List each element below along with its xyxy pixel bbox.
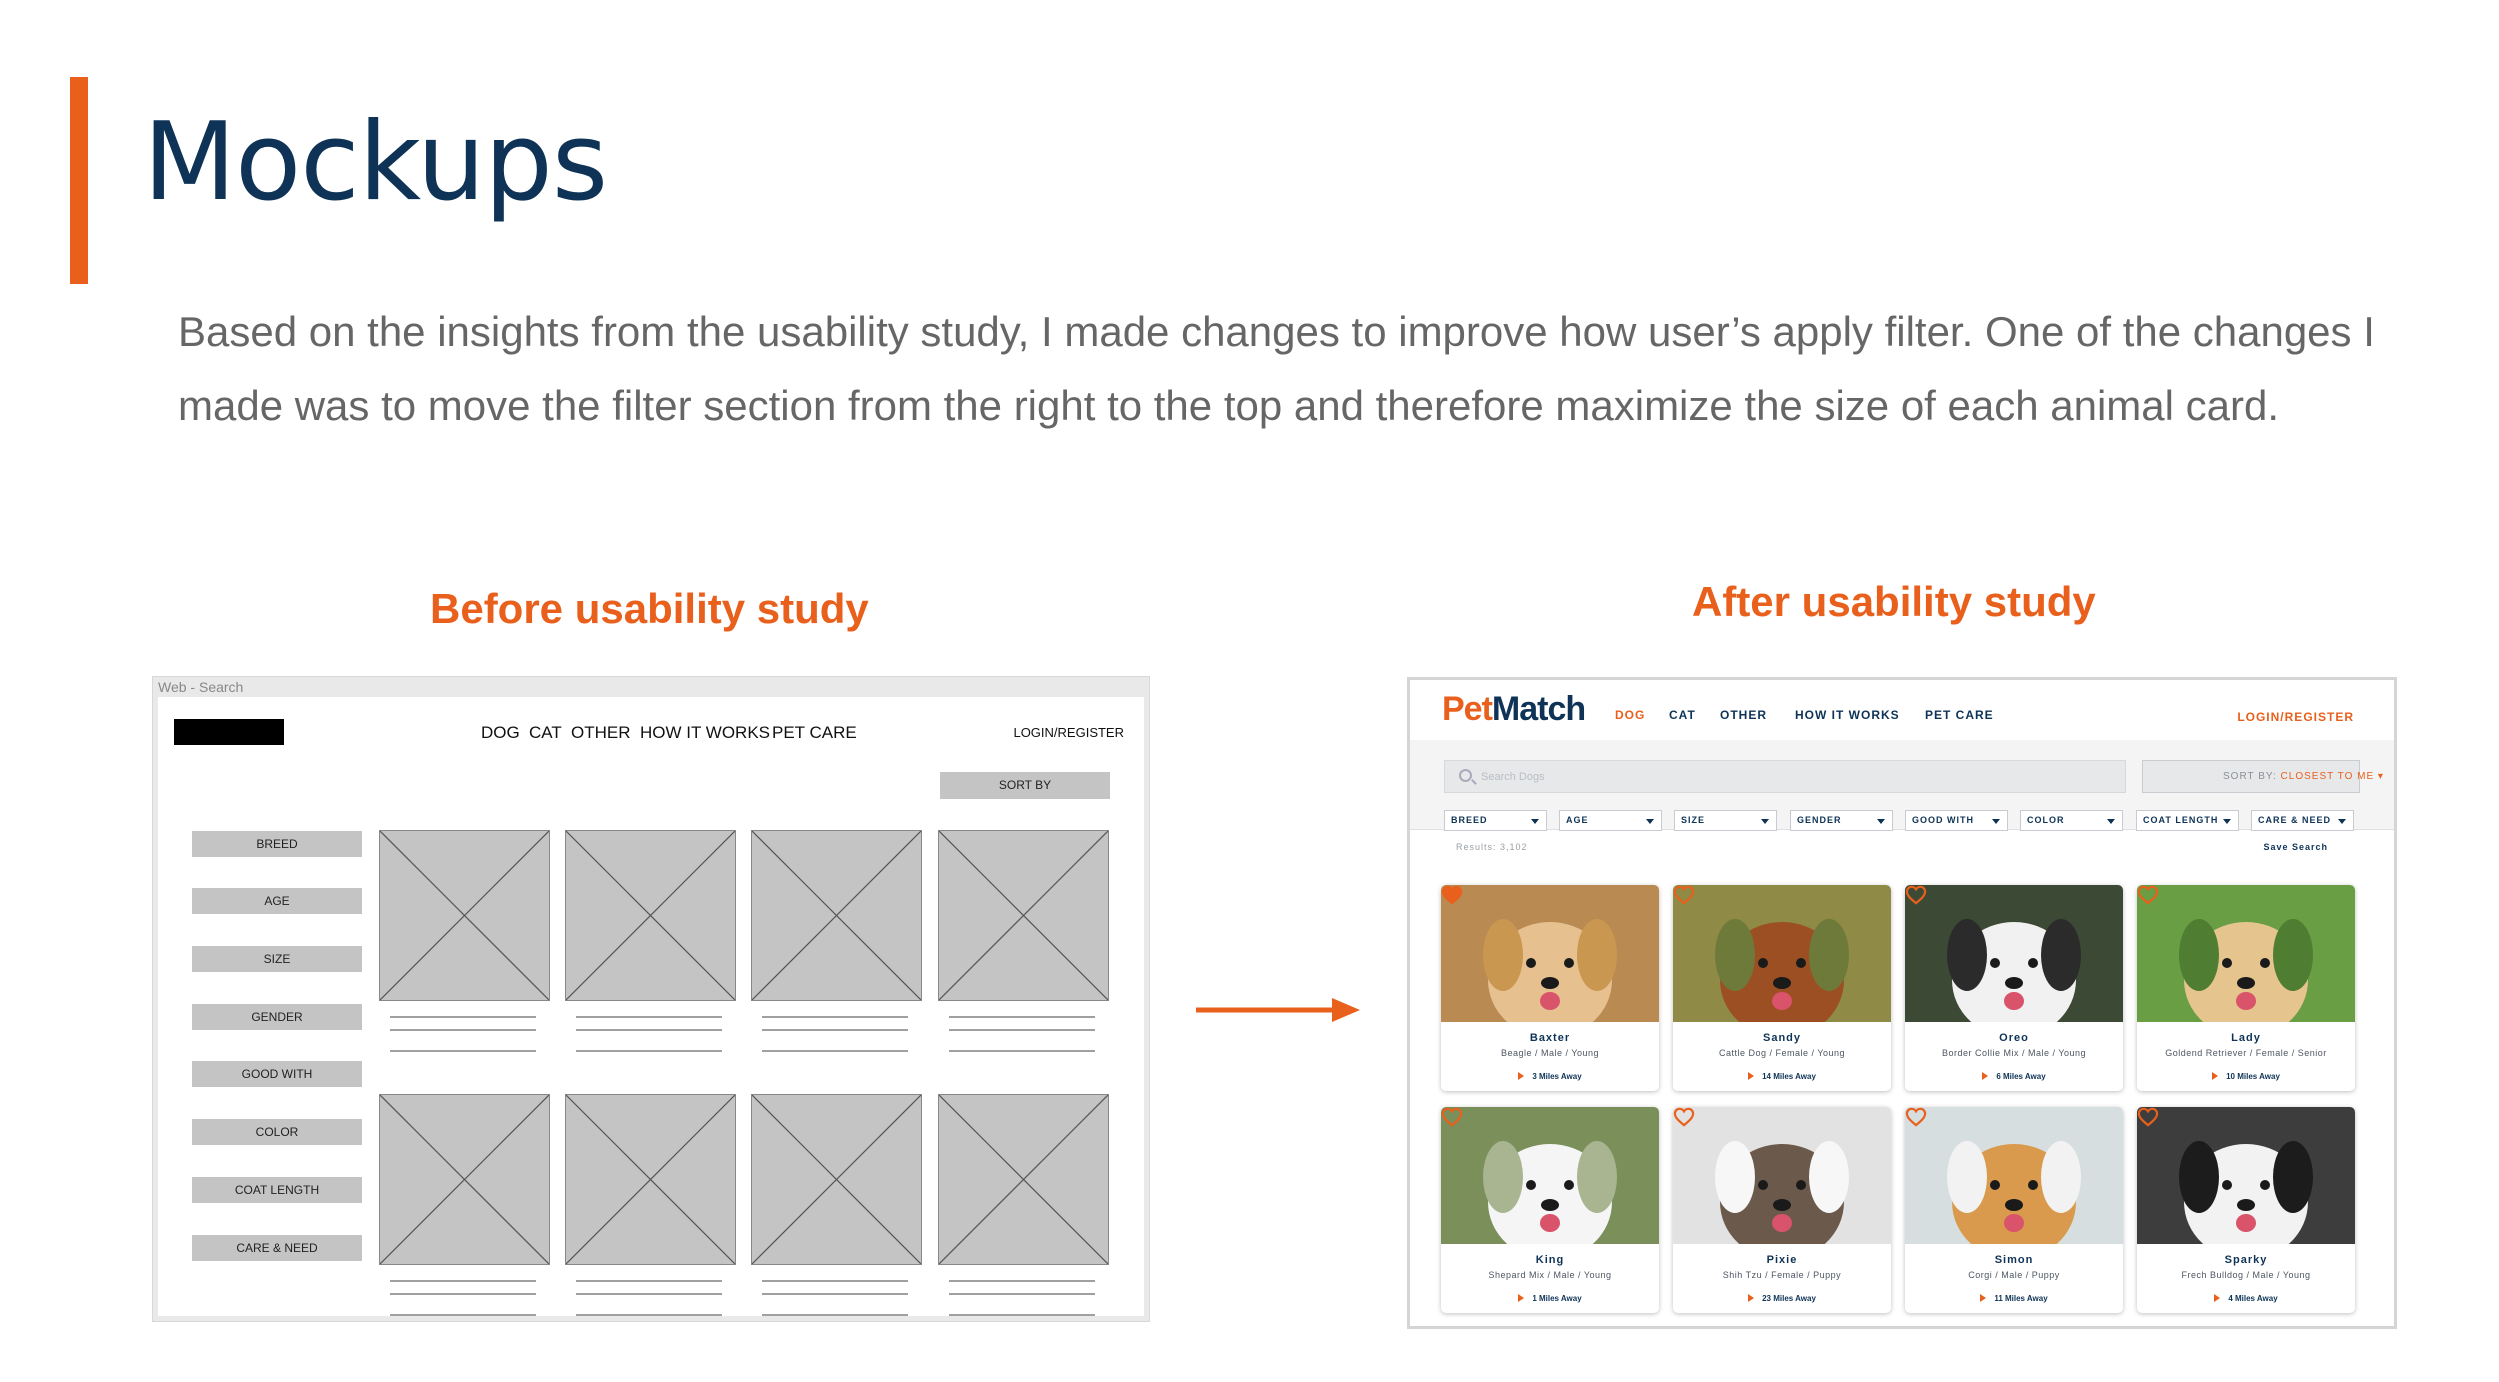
chevron-down-icon: ▾ <box>2377 771 2384 782</box>
pet-distance: 11 Miles Away <box>1905 1294 2123 1303</box>
nav-other[interactable]: OTHER <box>1720 708 1767 722</box>
text-placeholder-line <box>390 1280 536 1282</box>
pet-photo <box>2137 1107 2355 1244</box>
text-placeholder-line <box>390 1293 536 1295</box>
text-placeholder-line <box>390 1016 536 1018</box>
text-placeholder-line <box>949 1314 1095 1316</box>
chevron-down-icon <box>2338 819 2346 824</box>
text-placeholder-line <box>762 1016 908 1018</box>
favorite-heart-icon[interactable] <box>2137 1107 2159 1127</box>
pet-photo <box>1673 885 1891 1022</box>
image-placeholder <box>565 1094 736 1265</box>
wire-filter-good-with[interactable]: GOOD WITH <box>192 1061 362 1087</box>
pet-name: Lady <box>2231 1032 2261 1044</box>
pet-card[interactable] <box>1905 885 2123 1091</box>
pet-card[interactable] <box>1441 1107 1659 1313</box>
pet-photo <box>1673 1107 1891 1244</box>
pet-name: Simon <box>1994 1254 2034 1266</box>
pet-details: Beagle / Male / Young <box>1500 1048 1600 1058</box>
before-heading: Before usability study <box>430 585 869 632</box>
wire-nav-pet-care[interactable]: PET CARE <box>772 723 857 742</box>
pet-card[interactable] <box>1673 885 1891 1091</box>
pet-card[interactable] <box>2137 885 2355 1091</box>
pet-distance: 10 Miles Away <box>2137 1072 2355 1081</box>
text-placeholder-line <box>576 1293 722 1295</box>
pet-name: Sparky <box>2224 1254 2268 1266</box>
wire-nav-other[interactable]: OTHER <box>571 723 631 742</box>
filter-good-with[interactable]: GOOD WITH <box>1905 810 2008 831</box>
pet-card[interactable] <box>1673 1107 1891 1313</box>
chevron-down-icon <box>1646 819 1654 824</box>
filter-gender[interactable]: GENDER <box>1790 810 1893 831</box>
pet-name: Sandy <box>1762 1032 1801 1044</box>
search-box[interactable] <box>1444 760 2126 793</box>
image-placeholder <box>938 1094 1109 1265</box>
search-input[interactable] <box>1481 767 2081 787</box>
text-placeholder-line <box>762 1314 908 1316</box>
wire-nav-cat[interactable]: CAT <box>529 723 562 742</box>
pet-distance: 6 Miles Away <box>1905 1072 2123 1081</box>
text-placeholder-line <box>949 1016 1095 1018</box>
sort-label: SORT BY: <box>2223 771 2277 782</box>
location-icon <box>1748 1072 1754 1080</box>
pet-photo <box>1441 885 1659 1022</box>
favorite-heart-icon[interactable] <box>1441 885 1463 905</box>
wire-filter-care-need[interactable]: CARE & NEED <box>192 1235 362 1261</box>
petmatch-logo[interactable]: PetMatch <box>1442 690 1586 728</box>
text-placeholder-line <box>762 1050 908 1052</box>
nav-pet-care[interactable]: PET CARE <box>1925 708 1994 722</box>
chevron-down-icon <box>1877 819 1885 824</box>
image-placeholder <box>379 830 550 1001</box>
text-placeholder-line <box>576 1280 722 1282</box>
location-icon <box>1518 1294 1524 1302</box>
pet-details: Shih Tzu / Female / Puppy <box>1722 1270 1842 1280</box>
app-header <box>1410 680 2394 740</box>
filter-coat-length[interactable]: COAT LENGTH <box>2136 810 2239 831</box>
image-placeholder <box>938 830 1109 1001</box>
results-bar <box>1410 830 2394 860</box>
accent-bar <box>70 77 88 284</box>
pet-details: Cattle Dog / Female / Young <box>1718 1048 1846 1058</box>
text-placeholder-line <box>949 1280 1095 1282</box>
pet-photo <box>2137 885 2355 1022</box>
text-placeholder-line <box>949 1293 1095 1295</box>
nav-how-it-works[interactable]: HOW IT WORKS <box>1795 708 1900 722</box>
wire-filter-coat-length[interactable]: COAT LENGTH <box>192 1177 362 1203</box>
favorite-heart-icon[interactable] <box>2137 885 2159 905</box>
pet-distance: 1 Miles Away <box>1441 1294 1659 1303</box>
text-placeholder-line <box>576 1029 722 1031</box>
filter-breed[interactable]: BREED <box>1444 810 1547 831</box>
filter-bar <box>1410 740 2394 830</box>
after-heading: After usability study <box>1692 578 2096 625</box>
text-placeholder-line <box>576 1016 722 1018</box>
logo-placeholder <box>174 719 284 745</box>
chevron-down-icon <box>2107 819 2115 824</box>
save-search-link[interactable]: Save Search <box>2263 842 2328 852</box>
text-placeholder-line <box>576 1314 722 1316</box>
pet-distance: 14 Miles Away <box>1673 1072 1891 1081</box>
pet-details: Goldend Retriever / Female / Senior <box>2165 1048 2327 1058</box>
pet-distance: 3 Miles Away <box>1441 1072 1659 1081</box>
image-placeholder <box>751 1094 922 1265</box>
location-icon <box>2212 1072 2218 1080</box>
wire-filter-age[interactable]: AGE <box>192 888 362 914</box>
favorite-heart-icon[interactable] <box>1673 885 1695 905</box>
location-icon <box>1982 1072 1988 1080</box>
filter-care-need[interactable]: CARE & NEED <box>2251 810 2354 831</box>
pet-details: Frech Bulldog / Male / Young <box>2181 1270 2311 1280</box>
pet-name: Baxter <box>1529 1032 1571 1044</box>
text-placeholder-line <box>576 1050 722 1052</box>
nav-cat[interactable]: CAT <box>1669 708 1696 722</box>
favorite-heart-icon[interactable] <box>1905 1107 1927 1127</box>
chevron-down-icon <box>1531 819 1539 824</box>
wire-filter-gender[interactable]: GENDER <box>192 1004 362 1030</box>
filter-color[interactable]: COLOR <box>2020 810 2123 831</box>
text-placeholder-line <box>762 1293 908 1295</box>
wire-nav-dog[interactable]: DOG <box>481 723 520 742</box>
pet-photo <box>1905 1107 2123 1244</box>
pet-distance: 4 Miles Away <box>2137 1294 2355 1303</box>
nav-dog[interactable]: DOG <box>1615 708 1646 722</box>
wire-nav-how-it-works[interactable]: HOW IT WORKS <box>640 723 771 742</box>
favorite-heart-icon[interactable] <box>1441 1107 1463 1127</box>
image-placeholder <box>565 830 736 1001</box>
wire-sort-button[interactable]: SORT BY <box>940 772 1110 799</box>
favorite-heart-icon[interactable] <box>1905 885 1927 905</box>
text-placeholder-line <box>762 1029 908 1031</box>
image-placeholder <box>751 830 922 1001</box>
wire-login-link[interactable]: LOGIN/REGISTER <box>1013 725 1124 740</box>
chevron-down-icon <box>1761 819 1769 824</box>
right-arrow-icon <box>1196 994 1361 1026</box>
text-placeholder-line <box>390 1029 536 1031</box>
filter-age[interactable]: AGE <box>1559 810 1662 831</box>
pet-details: Border Collie Mix / Male / Young <box>1941 1048 2087 1058</box>
image-placeholder <box>379 1094 550 1265</box>
wire-filter-breed[interactable]: BREED <box>192 831 362 857</box>
wire-filter-color[interactable]: COLOR <box>192 1119 362 1145</box>
pet-card[interactable] <box>1441 885 1659 1091</box>
login-register-link[interactable]: LOGIN/REGISTER <box>2237 710 2354 724</box>
pet-card[interactable] <box>1905 1107 2123 1313</box>
pet-distance: 23 Miles Away <box>1673 1294 1891 1303</box>
location-icon <box>1748 1294 1754 1302</box>
wire-filter-size[interactable]: SIZE <box>192 946 362 972</box>
location-icon <box>1980 1294 1986 1302</box>
text-placeholder-line <box>390 1050 536 1052</box>
pet-name: Oreo <box>1999 1032 2029 1044</box>
pet-details: Corgi / Male / Puppy <box>1968 1270 2060 1280</box>
pet-name: Pixie <box>1766 1254 1798 1266</box>
after-mockup <box>1407 677 2397 1329</box>
pet-card[interactable] <box>2137 1107 2355 1313</box>
chevron-down-icon <box>1992 819 2000 824</box>
chevron-down-icon <box>2223 819 2231 824</box>
pet-name: King <box>1535 1254 1565 1266</box>
slide-title: Mockups <box>143 100 608 225</box>
before-wireframe <box>152 676 1150 1322</box>
sort-dropdown[interactable] <box>2142 760 2384 793</box>
text-placeholder-line <box>762 1280 908 1282</box>
filter-size[interactable]: SIZE <box>1674 810 1777 831</box>
text-placeholder-line <box>949 1050 1095 1052</box>
results-count: Results: 3,102 <box>1456 842 1528 852</box>
text-placeholder-line <box>390 1314 536 1316</box>
search-icon <box>1459 769 1472 782</box>
location-icon <box>2214 1294 2220 1302</box>
text-placeholder-line <box>949 1029 1095 1031</box>
wireframe-page <box>158 697 1144 1316</box>
pet-photo <box>1441 1107 1659 1244</box>
pet-photo <box>1905 885 2123 1022</box>
favorite-heart-icon[interactable] <box>1673 1107 1695 1127</box>
pet-details: Shepard Mix / Male / Young <box>1488 1270 1612 1280</box>
wireframe-tab-label: Web - Search <box>158 679 244 695</box>
sort-value: CLOSEST TO ME <box>2280 771 2375 782</box>
slide-description: Based on the insights from the usability study, I made changes to improve how user’s apply filter. One of the changes I made was to move the filter section from the right to the top and therefore maximize the size of each animal card. <box>178 308 2375 429</box>
location-icon <box>1518 1072 1524 1080</box>
